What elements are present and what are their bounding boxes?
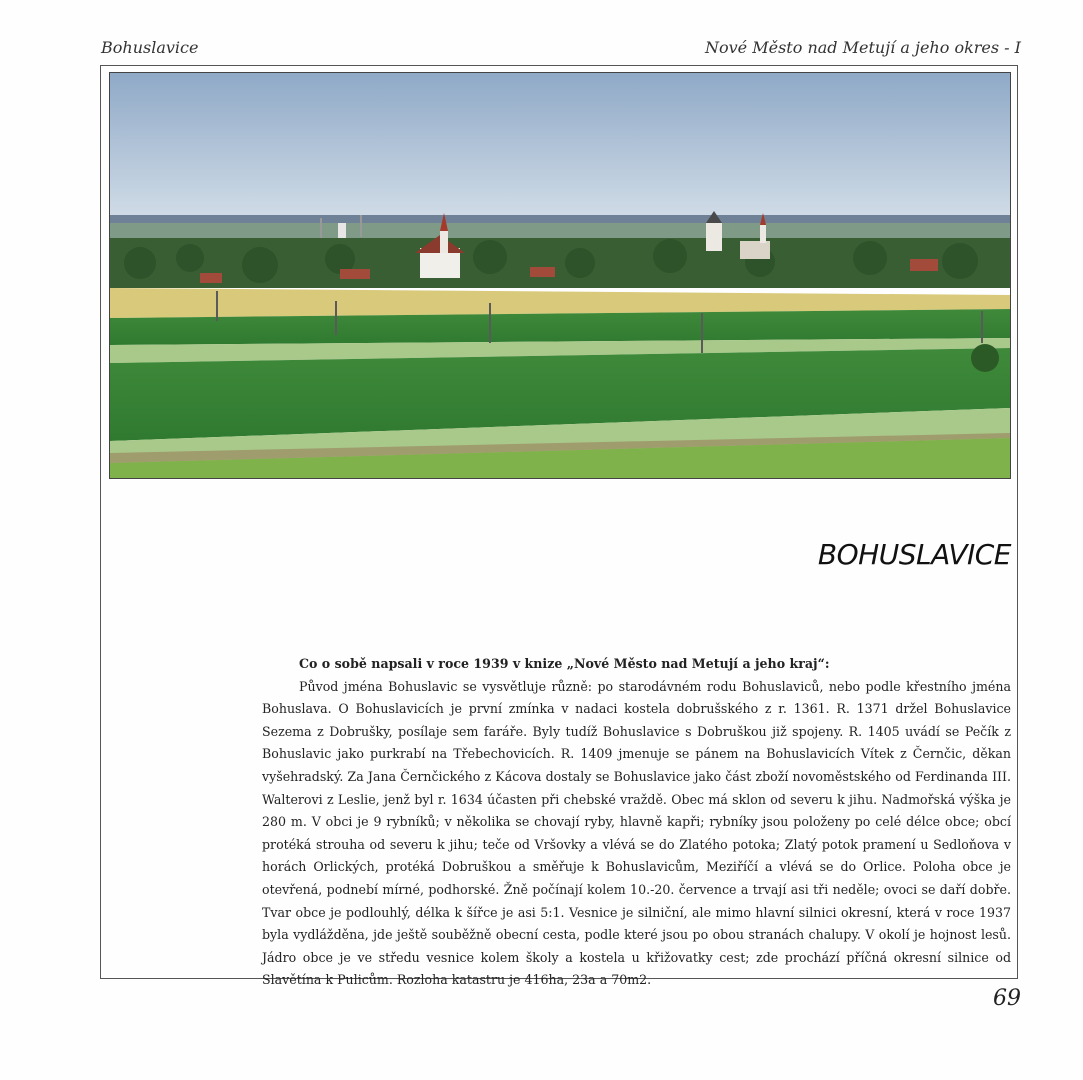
lead-heading: Co o sobě napsali v roce 1939 v knize „Nové Město nad Metují a jeho kraj“: — [299, 656, 830, 671]
landscape-photo — [109, 72, 1011, 479]
running-head-right: Nové Město nad Metují a jeho okres - I — [705, 38, 1021, 57]
body-text — [262, 653, 1011, 992]
running-head-left: Bohuslavice — [101, 38, 199, 57]
body-paragraph: Původ jména Bohuslavic se vysvětluje různě: po starodávném rodu Bohuslaviců, nebo podle křestního jména Bohuslava. O Bohuslavicích je první zmínka v nadaci kostela dobrušského z r. 1361. R. 1371 držel Bohuslavice Sezema z Dobrušky, posílaje sem faráře. Byly tudíž Bohuslavice s Dobruškou již spojeny. R. 1405 uvádí se Pečík z Bohuslavic jako purkrabí na Třebechovicích. R. 1409 jmenuje se pánem na Bohuslavicích Vítek z Černčic, děkan vyšehradský. Za Jana Černčického z Kácova dostaly se Bohuslavice jako část zboží novoměstského od Ferdinanda III. Walterovi z Leslie, jenž byl r. 1634 účasten při chebské vraždě. Obec má sklon od severu k jihu. Nadmořská výška je 280 m. V obci je 9 rybníků; v několika se chovají ryby, hlavně kapři; rybníky jsou položeny po celé délce obce; obcí protéká strouha od severu k jihu; teče od Vršovky a vlévá se do Zlatého potoka; Zlatý potok pramení u Sedloňova v horách Orlických, protéká Dobruškou a směřuje k Bohuslavicům, Meziříčí a vlévá se do Orlice. Poloha obce je otevřená, podnebí mírné, podhorské. Žně počínají kolem 10.-20. července a trvají asi tři neděle; ovoci se daří dobře. Tvar obce je podlouhlý, délka k šířce je asi 5:1. Vesnice je silniční, ale mimo hlavní silnici okresní, která v roce 1937 byla vydlážděna, jde ještě souběžně obecní cesta, podle které jsou po obou stranách chalupy. V okolí je hojnost lesů. Jádro obce je ve středu vesnice kolem školy a kostela u křižovatky cest; zde prochází příčná okresní silnice od Slavětína k Pulicům. Rozloha katastru je 416ha, 23a a 70m2. — [262, 678, 1011, 988]
sky — [110, 73, 1010, 233]
page-number: 69 — [993, 986, 1021, 1011]
page-title: BOHUSLAVICE — [817, 538, 1011, 571]
